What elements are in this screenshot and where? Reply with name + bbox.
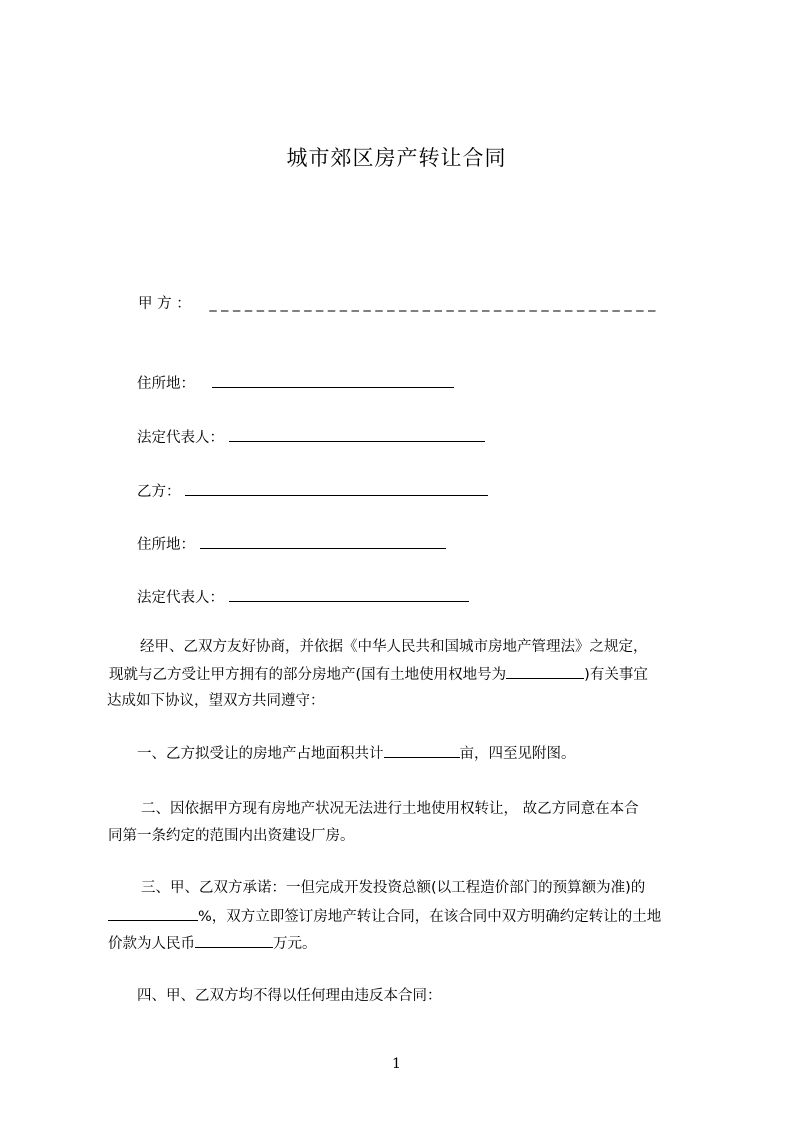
party-a-address-label: 住所地：	[137, 376, 195, 392]
party-a-line	[138, 294, 655, 314]
land-number-blank	[506, 664, 584, 679]
party-a-label: 甲 方 ：	[138, 296, 191, 312]
price-blank	[195, 933, 273, 948]
preamble-line-3: 达成如下协议，望双方共同遵守：	[107, 693, 325, 709]
preamble-line-2b: )有关事宜	[584, 667, 648, 683]
clause-1b: 亩，四至见附图。	[459, 746, 576, 762]
clause-1a: 一、乙方拟受让的房地产占地面积共计	[137, 746, 384, 762]
clause-1	[137, 743, 576, 764]
clause-3-line-3a: 价款为人民币	[108, 936, 195, 952]
clause-3-line-1: 三、甲、乙双方承诺：一但完成开发投资总额(以工程造价部门的预算额为准)的	[141, 880, 646, 896]
party-a-rep-label: 法定代表人：	[137, 430, 224, 446]
document-title: 城市郊区房产转让合同	[286, 146, 507, 170]
party-b-rep-label: 法定代表人：	[137, 590, 224, 606]
party-b-line	[137, 481, 488, 502]
area-blank	[384, 743, 460, 758]
page-number: 1	[392, 1056, 401, 1072]
party-a-rep-line	[137, 427, 485, 448]
party-b-address-blank	[200, 534, 446, 549]
party-b-label: 乙方：	[137, 484, 181, 500]
party-a-address-line	[137, 373, 454, 394]
clause-3-line-2-text: %，双方立即签订房地产转让合同，在该合同中双方明确约定转让的土地	[198, 909, 662, 925]
clause-3-line-2	[108, 906, 661, 927]
party-a-fill: _ _ _ _ _ _ _ _ _ _ _ _ _ _ _ _ _ _ _ _ _ _ _ _ _ _ _ _ _ _ _ _ _ _ _ _ _ _	[209, 296, 656, 312]
party-b-rep-blank	[229, 587, 469, 602]
party-b-blank	[185, 481, 488, 496]
clause-2-line-2: 同第一条约定的范围内出资建设厂房。	[108, 828, 355, 844]
party-a-address-blank	[212, 373, 454, 388]
clause-4: 四、甲、乙双方均不得以任何理由违反本合同：	[137, 988, 442, 1004]
party-a-rep-blank	[229, 427, 485, 442]
party-b-address-line	[137, 534, 446, 555]
percent-blank	[108, 906, 198, 921]
party-b-address-label: 住所地：	[137, 537, 195, 553]
preamble-line-2	[109, 664, 648, 685]
clause-3-line-3b: 万元。	[273, 936, 317, 952]
preamble-line-2a: 现就与乙方受让甲方拥有的部分房地产(国有土地使用权地号为	[109, 667, 507, 683]
party-b-rep-line	[137, 587, 469, 608]
clause-3-line-3	[108, 933, 317, 954]
preamble-line-1: 经甲、乙双方友好协商，并依据《中华人民共和国城市房地产管理法》之规定，	[140, 639, 648, 655]
clause-2-line-1: 二、因依据甲方现有房地产状况无法进行土地使用权转让， 故乙方同意在本合	[141, 801, 639, 817]
